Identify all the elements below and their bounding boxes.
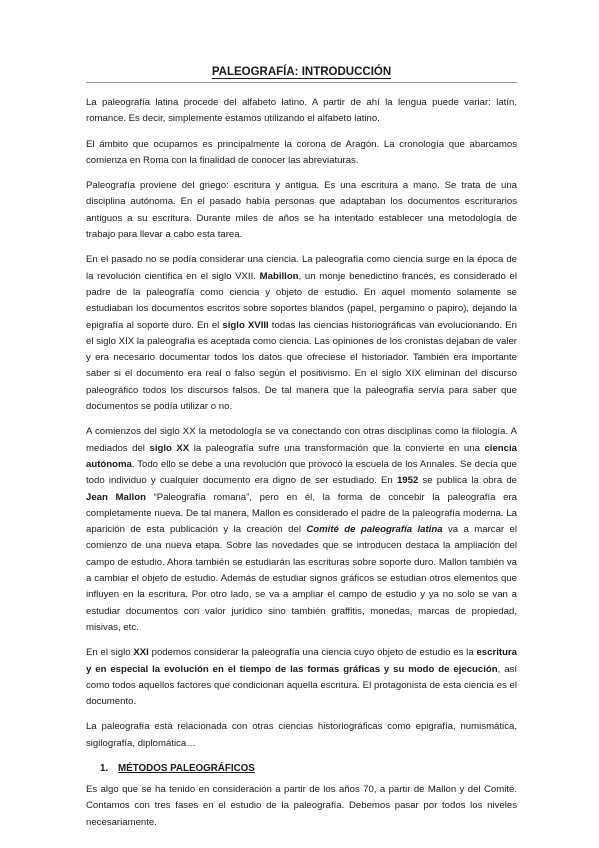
paragraph-4: En el pasado no se podía considerar una ciencia. La paleografía como ciencia surge en la época de la revolución científica en el siglo VXII. Mabillon, un monje benedictino francés, es considerado el padre de la paleografía como ciencia y objeto de estudio. En aquel momento solamente se estudiaban los documentos escritos sobre soportes blandos (papel, pergamino o papiro), dejando la epigrafía al soporte duro. En el siglo XVIII todas las ciencias historiográficas van evolucionando. En el siglo XIX la paleografía es aceptada como ciencia. Las opiniones de los cronistas dejaban de valer y era necesario documentar todos los datos que ofreciese el historiador. También era importante saber si el documento era real o falso según el positivismo. En el siglo XIX eliminan del discurso paleográfico todos los discursos falsos. De tal manera que la paleografía servía para saber que documentos se podía utilizar o no. [86,254,517,413]
paragraph-8: Es algo que se ha tenido en consideración a partir de los años 70, a partir de Mallon y del Comité. Contamos con tres fases en el estudio de la paleografía. Debemos pasar por todos los niveles necesariamente. [86,783,517,828]
document-page [86,66,517,840]
paragraph-1: La paleografía latina procede del alfabeto latino. A partir de ahí la lengua puede variar: latín, romance. Es decir, simplemente estamos utilizando el alfabeto latino. [86,97,517,125]
paragraph-3: Paleografía proviene del griego: escritura y antigua. Es una escritura a mano. Se trata de una disciplina autónoma. En el pasado había personas que adaptaban los documentos escriturarios antiguos a su escritura. Durante miles de años se ha intentado establecer una metodología de trabajo para llevar a cabo esta tarea. [86,180,517,241]
paragraph-2: El ámbito que ocupamos es principalmente la corona de Aragón. La cronología que abarcamos comienza en Roma con la finalidad de conocer las abreviaturas. [86,138,517,166]
paragraph-6: En el siglo XXI podemos considerar la paleografía una ciencia cuyo objeto de estudio es la escritura y en especial la evolución en el tiempo de las formas gráficas y su modo de ejecución, así como todos aquellos factores que condicionan aquella escritura. El protagonista de esta ciencia es el documento. [86,647,517,708]
title-rule [86,82,517,83]
section-heading-metodos: 1. MÉTODOS PALEOGRÁFICOS [100,762,255,774]
paragraph-7: La paleografía está relacionada con otras ciencias historiográficas como epigrafía, numismática, sigilografía, diplomática… [86,721,517,749]
paragraph-5: A comienzos del siglo XX la metodología se va conectando con otras disciplinas como la filología. A mediados del siglo XX la paleografía sufre una transformación que la convierte en una ciencia autónoma. Todo ello se debe a una revolución que provocó la escuela de los Annales. Se decía que todo individuo y cualquier documento era digno de ser estudiado. En 1952 se publica la obra de Jean Mallon “Paleografía romana”, pero en él, la forma de concebir la paleografía era completamente nueva. De tal manera, Mallon es considerado el padre de la paleografía moderna. La aparición de esta publicación y la creación del Comité de paleografía latina va a marcar el comienzo de una nueva etapa. Sobre las novedades que se introducen destaca la ampliación del campo de estudio. Ahora también se estudiarán las escrituras sobre soporte duro. Mallon también va a cambiar el objeto de estudio. Además de estudiar signos gráficos se estudian otros elementos que influyen en la escritura. Por otro lado, se va a ampliar el campo de estudio y ya no solo se van a estudiar documentos con valor jurídico sino también graffitis, monedas, marcas de propiedad, misivas, etc. [86,426,518,633]
document-title: PALEOGRAFÍA: INTRODUCCIÓN [211,66,392,78]
